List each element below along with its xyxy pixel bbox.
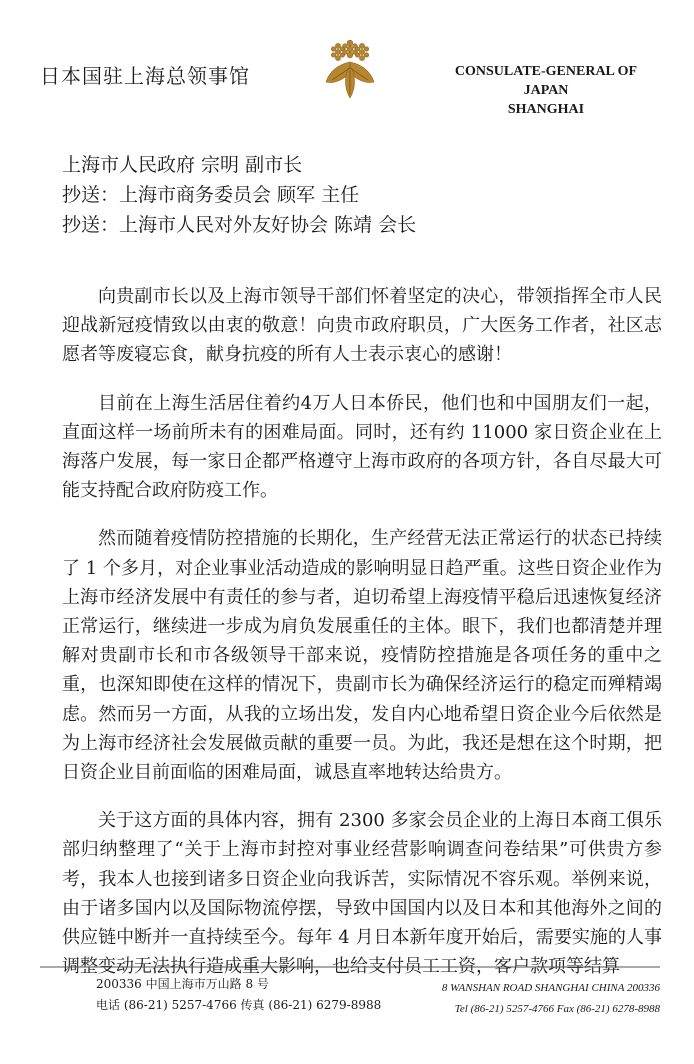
paragraph-1: 向贵副市长以及上海市领导干部们怀着坚定的决心，带领指挥全市人民迎战新冠疫情致以由衷的敬意！向贵市政府职员，广大医务工作者，社区志愿者等废寝忘食，献身抗疫的所有人士表示衷心的感谢！ [62, 286, 662, 366]
paulownia-crest-icon [318, 38, 382, 102]
paragraph-2: 目前在上海生活居住着约4万人日本侨民，他们也和中国朋友们一起，直面这样一场前所未有的困难局面。同时，还有约 11000 家日资企业在上海落户发展，每一家日企都严格遵守上海市政府的各项方针，各自尽最大可能支持配合政府防疫工作。 [62, 392, 662, 502]
consulate-name-en-line1: CONSULATE-GENERAL OF JAPAN [454, 64, 638, 98]
footer-divider [40, 966, 660, 968]
addressee-main: 上海市人民政府 宗明 副市长 [62, 154, 303, 176]
footer-address-en [390, 978, 660, 1020]
addressee-block [62, 150, 416, 240]
letter-body [62, 282, 662, 1000]
footer-address-zh-line1: 200336 中国上海市万山路 8 号 [96, 977, 269, 991]
footer-phone-en: Tel (86-21) 5257-4766 Fax (86-21) 6278-8988 [454, 1003, 660, 1015]
consulate-name-en [440, 62, 652, 119]
paragraph-3: 然而随着疫情防控措施的长期化，生产经营无法正常运行的状态已持续了 1 个多月，对企业事业活动造成的影响明显日趋严重。这些日资企业作为上海市经济发展中有责任的参与者，迫切希望上海疫情平稳后迅速恢复经济正常运行，继续进一步成为肩负发展重任的主体。眼下，我们也都清楚并理解对贵副市长和市各级领导干部来说，疫情防控措施是各项任务的重中之重，也深知即使在这样的情况下，贵副市长为确保经济运行的稳定而殚精竭虑。然而另一方面，从我的立场出发，发自内心地希望日资企业今后依然是为上海市经济社会发展做贡献的重要一员。为此，我还是想在这个时期，把日资企业目前面临的困难局面，诚恳直率地转达给贵方。 [62, 528, 662, 784]
footer-phone-zh: 电话 (86-21) 5257-4766 传真 (86-21) 6279-8988 [96, 998, 382, 1012]
addressee-cc-2: 抄送：上海市人民对外友好协会 陈靖 会长 [62, 214, 417, 236]
consulate-name-zh: 日本国驻上海总领事馆 [40, 64, 250, 88]
addressee-cc-1: 抄送：上海市商务委员会 顾军 主任 [62, 184, 360, 206]
footer-address-zh [96, 974, 381, 1016]
consulate-name-en-line2: SHANGHAI [507, 102, 585, 117]
footer-address-en-line1: 8 WANSHAN ROAD SHANGHAI CHINA 200336 [441, 982, 660, 994]
paragraph-4: 关于这方面的具体内容，拥有 2300 多家会员企业的上海日本商工俱乐部归纳整理了“关于上海市封控对事业经营影响调查问卷结果”可供贵方参考，我本人也接到诸多日资企业向我诉苦，实际情况不容乐观。举例来说，由于诸多国内以及国际物流停摆，导致中国国内以及日本和其他海外之间的供应链中断并一直持续至今。每年 4 月日本新年度开始后，需要实施的人事调整变动无法执行造成重大影响，也给支付员工工资，客户款项等结算 [62, 810, 662, 978]
